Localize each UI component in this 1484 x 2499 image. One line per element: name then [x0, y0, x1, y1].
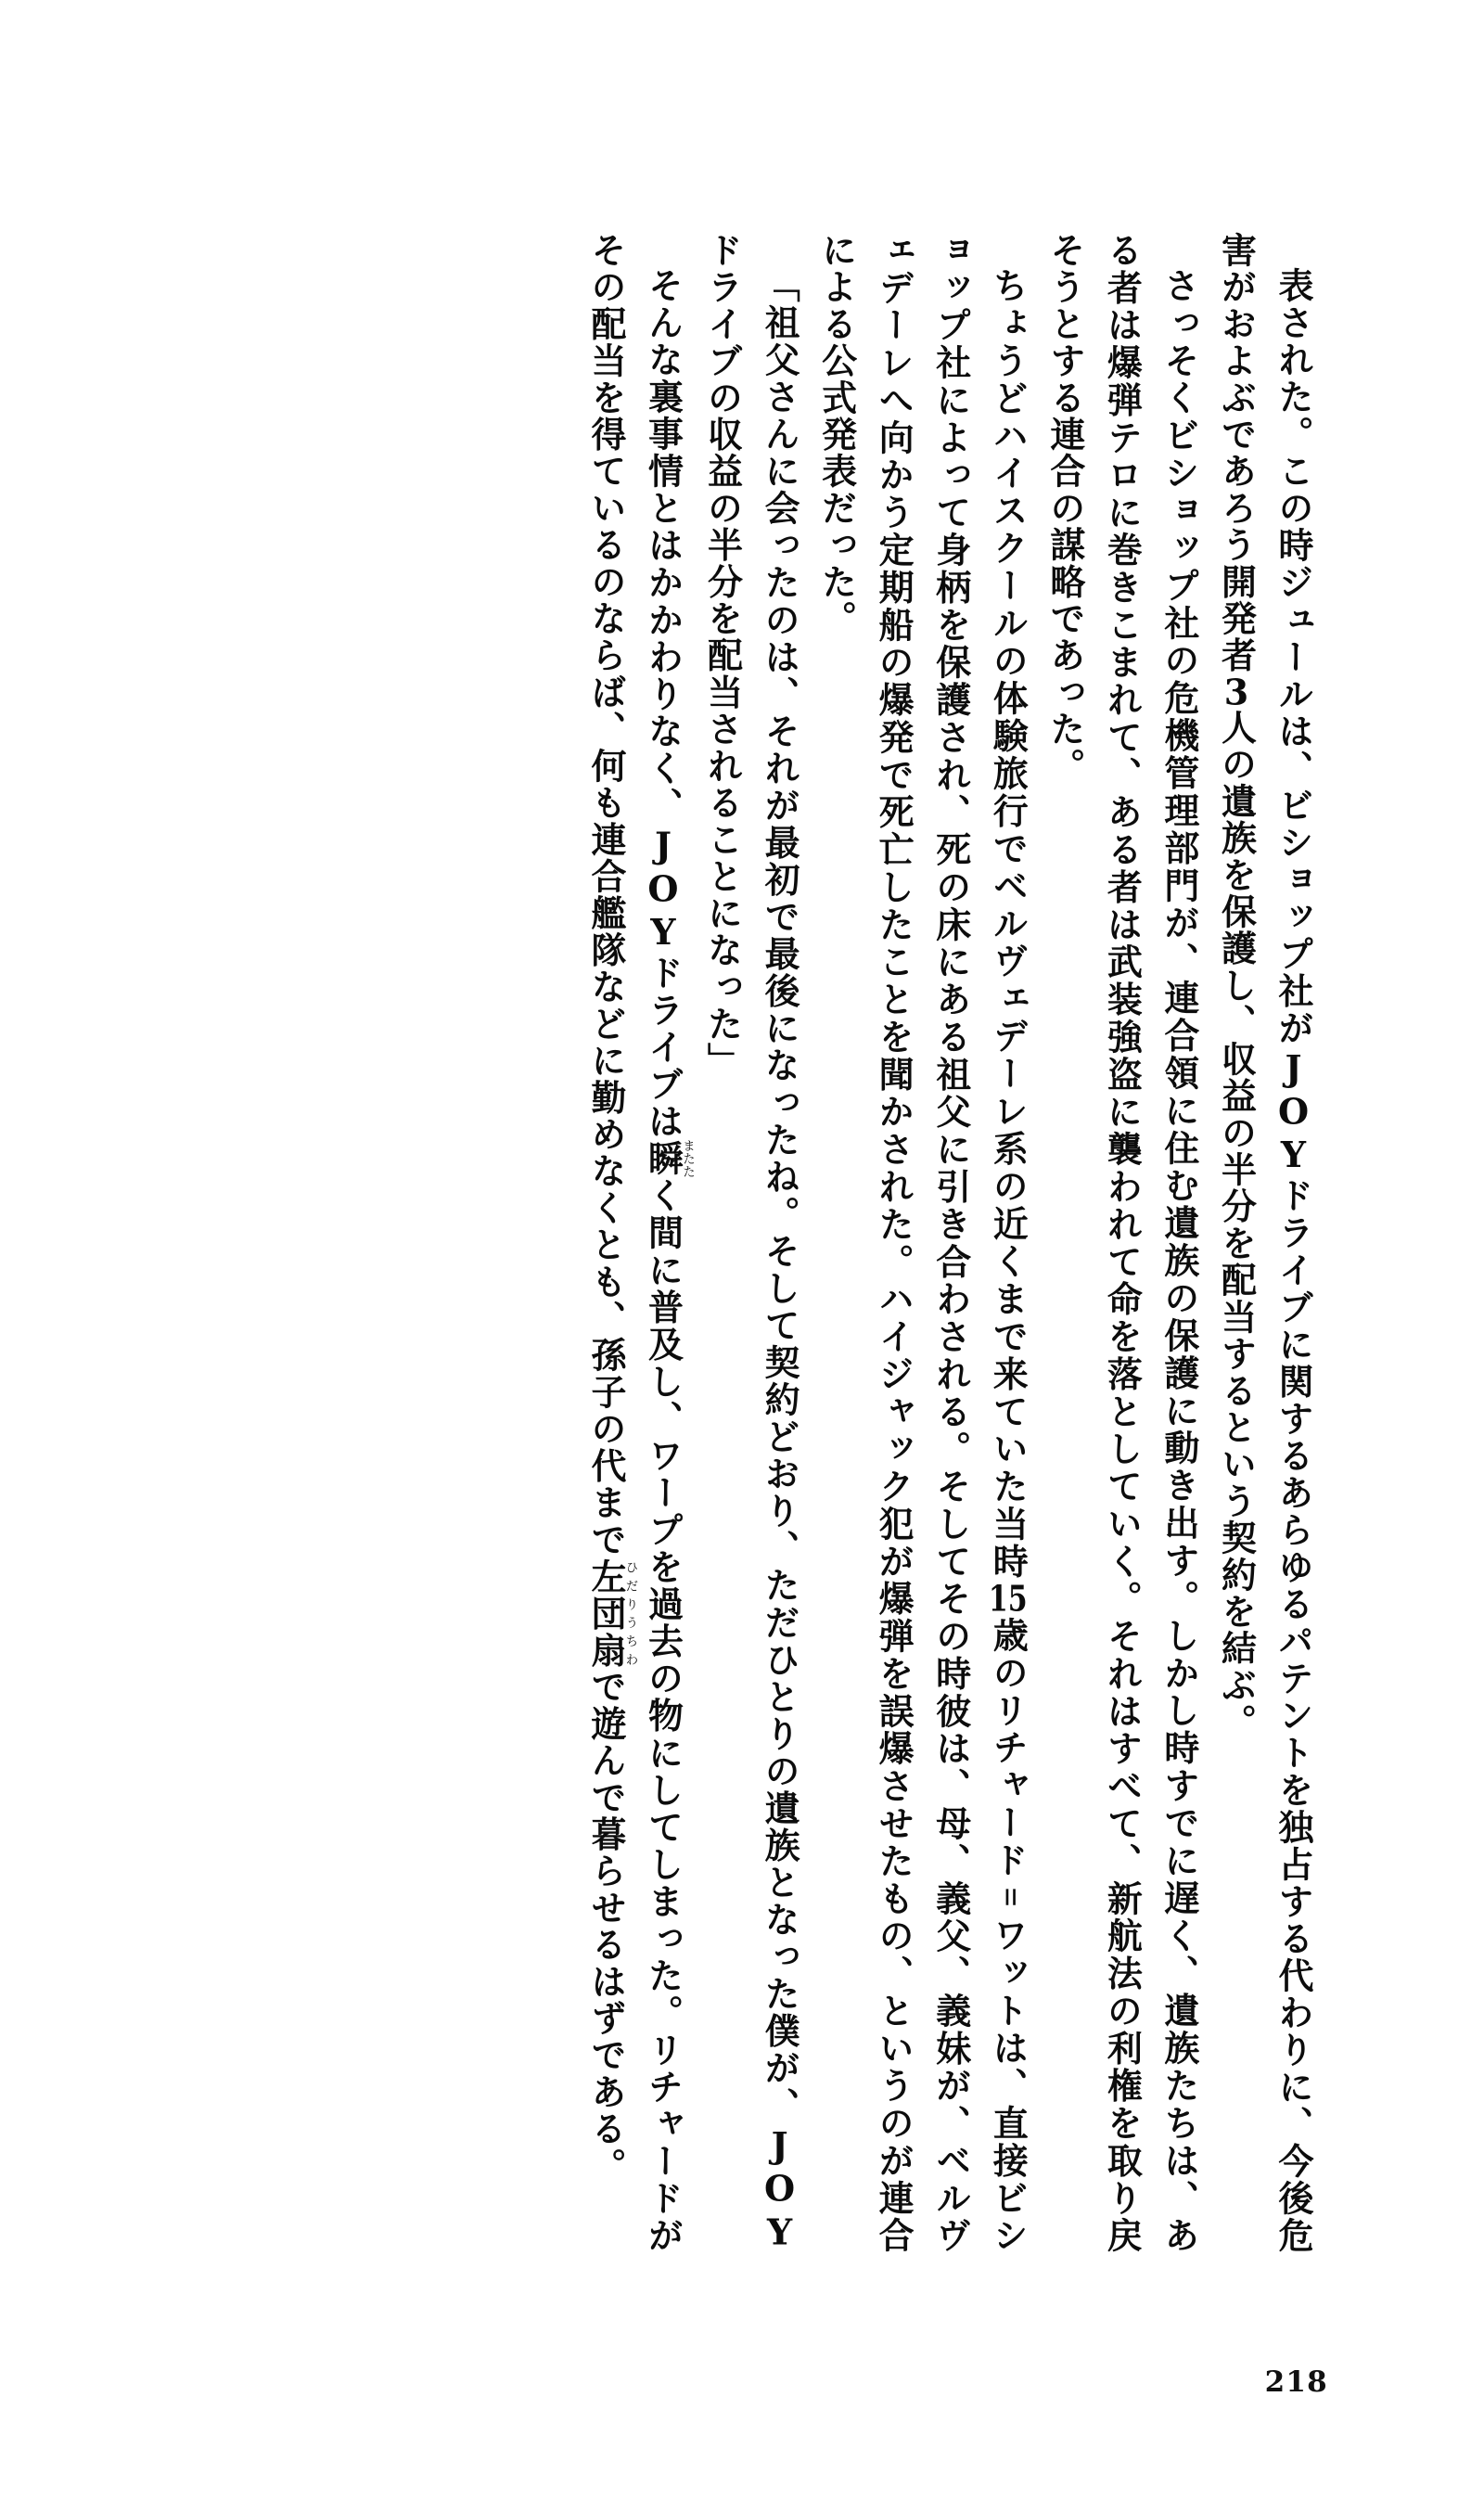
ruby-matataku: 瞬またた [642, 1139, 695, 1179]
number-15: 15 [988, 1581, 1028, 1617]
term-joy-drive: JOY [1273, 1046, 1314, 1177]
ruby-reading-hidariuchiwa: ひだりうちわ [622, 1557, 638, 1669]
paragraph-2: さっそくビショップ社の危機管理部門が、連合領に住む遺族の保護に動き出す。しかし時すでに遅く、遺族たちは、ある者は爆弾テロに巻きこまれて、ある者は武装強盗に襲われて命を落としていく。それはすべて、新航法の利権を取り戻そうとする連合の謀略であった。 [1043, 232, 1200, 2254]
page-number: 218 [1264, 2365, 1328, 2399]
term-joy-drive-3: JOY [642, 824, 684, 955]
term-joy-drive-2: JOY [759, 2123, 801, 2254]
paragraph-3: ちょうどハイスクールの体験旅行でベルヴェデーレ系の近くまで来ていた当時15歳のリチャード゠ワットは、直接ビショップ社によって身柄を保護され、死の床にある祖父に引き合わされる。そしてその時彼は、母、義父、義妹が、ベルヴェデーレへ向かう定期船の爆発で死亡したことを聞かされた。ハイジャック犯が爆弾を誤爆させたもの、というのが連合による公式発表だった。 [815, 232, 1030, 2254]
paragraph-4: 「祖父さんに会ったのは、それが最初で最後になったね。そして契約どおり、ただひとりの遺族となった僕が、JOYドライブの収益の半分を配当されることになった」 [701, 232, 801, 2254]
ruby-reading-matataku: またた [679, 1139, 695, 1179]
paragraph-5: そんな裏事情とはかかわりなく、JOYドライブは瞬またたく間に普及し、ワープを過去の物にしてしまった。リチャードがその配当を得ているのならば、何も連合艦隊などに勤めなくとも、孫子の代まで左団扇ひだりうちわで遊んで暮らせるはずである。 [584, 232, 695, 2254]
ruby-hidariuchiwa: 左団扇ひだりうちわ [584, 1557, 638, 1669]
number-3: 3 [1223, 673, 1249, 710]
paragraph-1: 表された。この時ジュールは、ビショップ社がJOYドライブに関するあらゆるパテントを独占する代わりに、今後危害がおよぶであろう開発者3人の遺族を保護し、収益の半分を配当するという契約を結ぶ。 [1215, 232, 1314, 2254]
vertical-text-body [158, 232, 1322, 2254]
